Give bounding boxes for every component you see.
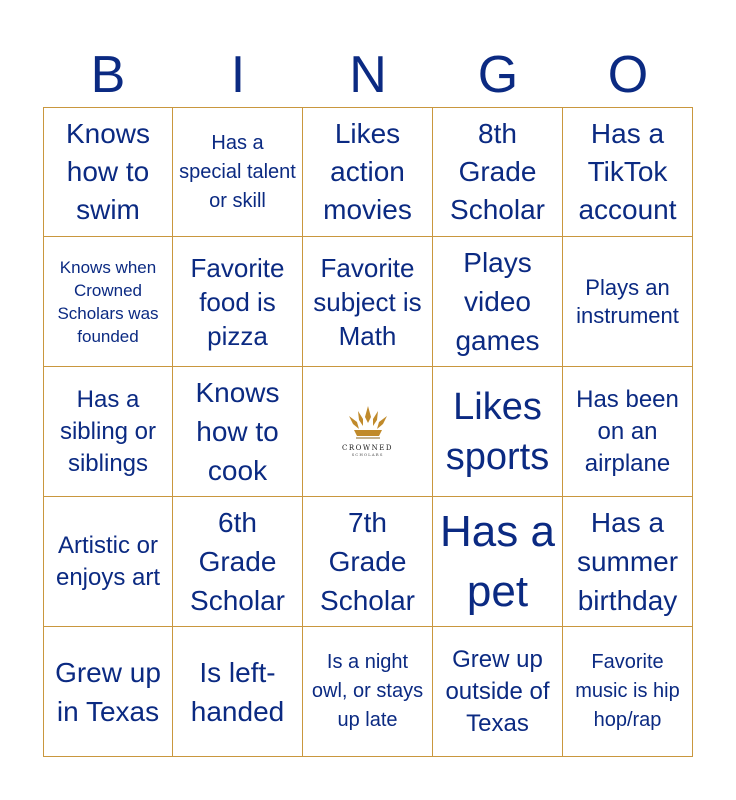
cell-text: 8th Grade Scholar xyxy=(450,118,545,225)
cell-text: Has a sibling or siblings xyxy=(59,385,157,477)
bingo-cell[interactable] xyxy=(433,627,563,757)
bingo-cell[interactable] xyxy=(43,497,173,627)
cell-text: 7th Grade Scholar xyxy=(320,507,415,616)
bingo-cell[interactable] xyxy=(43,627,173,757)
cell-text: Favorite food is pizza xyxy=(190,252,285,351)
header-letter-i: I xyxy=(230,46,246,104)
cell-text: Knows how to cook xyxy=(195,377,280,486)
bingo-cell[interactable] xyxy=(563,237,693,367)
bingo-cell[interactable] xyxy=(173,107,303,237)
bingo-cell[interactable] xyxy=(563,627,693,757)
cell-text: Plays an instrument xyxy=(576,274,679,328)
cell-text: 6th Grade Scholar xyxy=(190,507,285,616)
logo-subtitle: SCHOLARS xyxy=(351,452,384,457)
cell-text: Favorite music is hip hop/rap xyxy=(575,651,680,731)
header-letter-g: G xyxy=(477,46,519,104)
bingo-cell[interactable] xyxy=(173,497,303,627)
cell-text: Likes sports xyxy=(445,385,550,478)
header-letter-n: N xyxy=(349,46,387,104)
bingo-cell[interactable] xyxy=(433,237,563,367)
cell-text: Has a special talent or skill xyxy=(179,131,296,212)
header-letter-b: B xyxy=(90,46,126,104)
cell-text: Grew up outside of Texas xyxy=(445,645,550,737)
bingo-cell[interactable] xyxy=(303,497,433,627)
bingo-cell[interactable] xyxy=(43,107,173,237)
cell-text: Has a TikTok account xyxy=(578,118,677,225)
bingo-cell[interactable] xyxy=(173,237,303,367)
bingo-cell[interactable] xyxy=(563,497,693,627)
bingo-cell[interactable] xyxy=(563,367,693,497)
cell-text: Grew up in Texas xyxy=(55,656,161,727)
cell-text: Artistic or enjoys art xyxy=(55,531,161,591)
bingo-cell[interactable] xyxy=(303,237,433,367)
logo-wordmark: CROWNED xyxy=(342,444,393,452)
bingo-cell[interactable] xyxy=(303,627,433,757)
cell-text: Favorite subject is Math xyxy=(313,252,422,351)
bingo-header xyxy=(43,42,693,108)
bingo-cell[interactable] xyxy=(303,107,433,237)
crown-logo-icon xyxy=(346,405,390,441)
header-letter-o: O xyxy=(607,46,649,104)
cell-text: Is left-handed xyxy=(190,656,285,727)
cell-text: Likes action movies xyxy=(323,118,412,225)
bingo-cell[interactable] xyxy=(173,627,303,757)
bingo-cell[interactable] xyxy=(433,497,563,627)
bingo-cell[interactable] xyxy=(43,237,173,367)
cell-text: Knows when Crowned Scholars was founded xyxy=(57,257,159,346)
cell-text: Has a pet xyxy=(440,506,555,616)
bingo-cell[interactable] xyxy=(433,367,563,497)
bingo-cell[interactable] xyxy=(433,107,563,237)
cell-text: Has a summer birthday xyxy=(576,507,679,616)
bingo-cell[interactable] xyxy=(563,107,693,237)
bingo-cell[interactable] xyxy=(43,367,173,497)
cell-text: Is a night owl, or stays up late xyxy=(311,651,424,731)
free-space-cell[interactable] xyxy=(303,367,433,497)
cell-text: Has been on an airplane xyxy=(576,385,679,477)
cell-text: Plays video games xyxy=(455,247,540,356)
bingo-cell[interactable] xyxy=(173,367,303,497)
cell-text: Knows how to swim xyxy=(65,118,151,225)
bingo-board xyxy=(43,107,693,757)
